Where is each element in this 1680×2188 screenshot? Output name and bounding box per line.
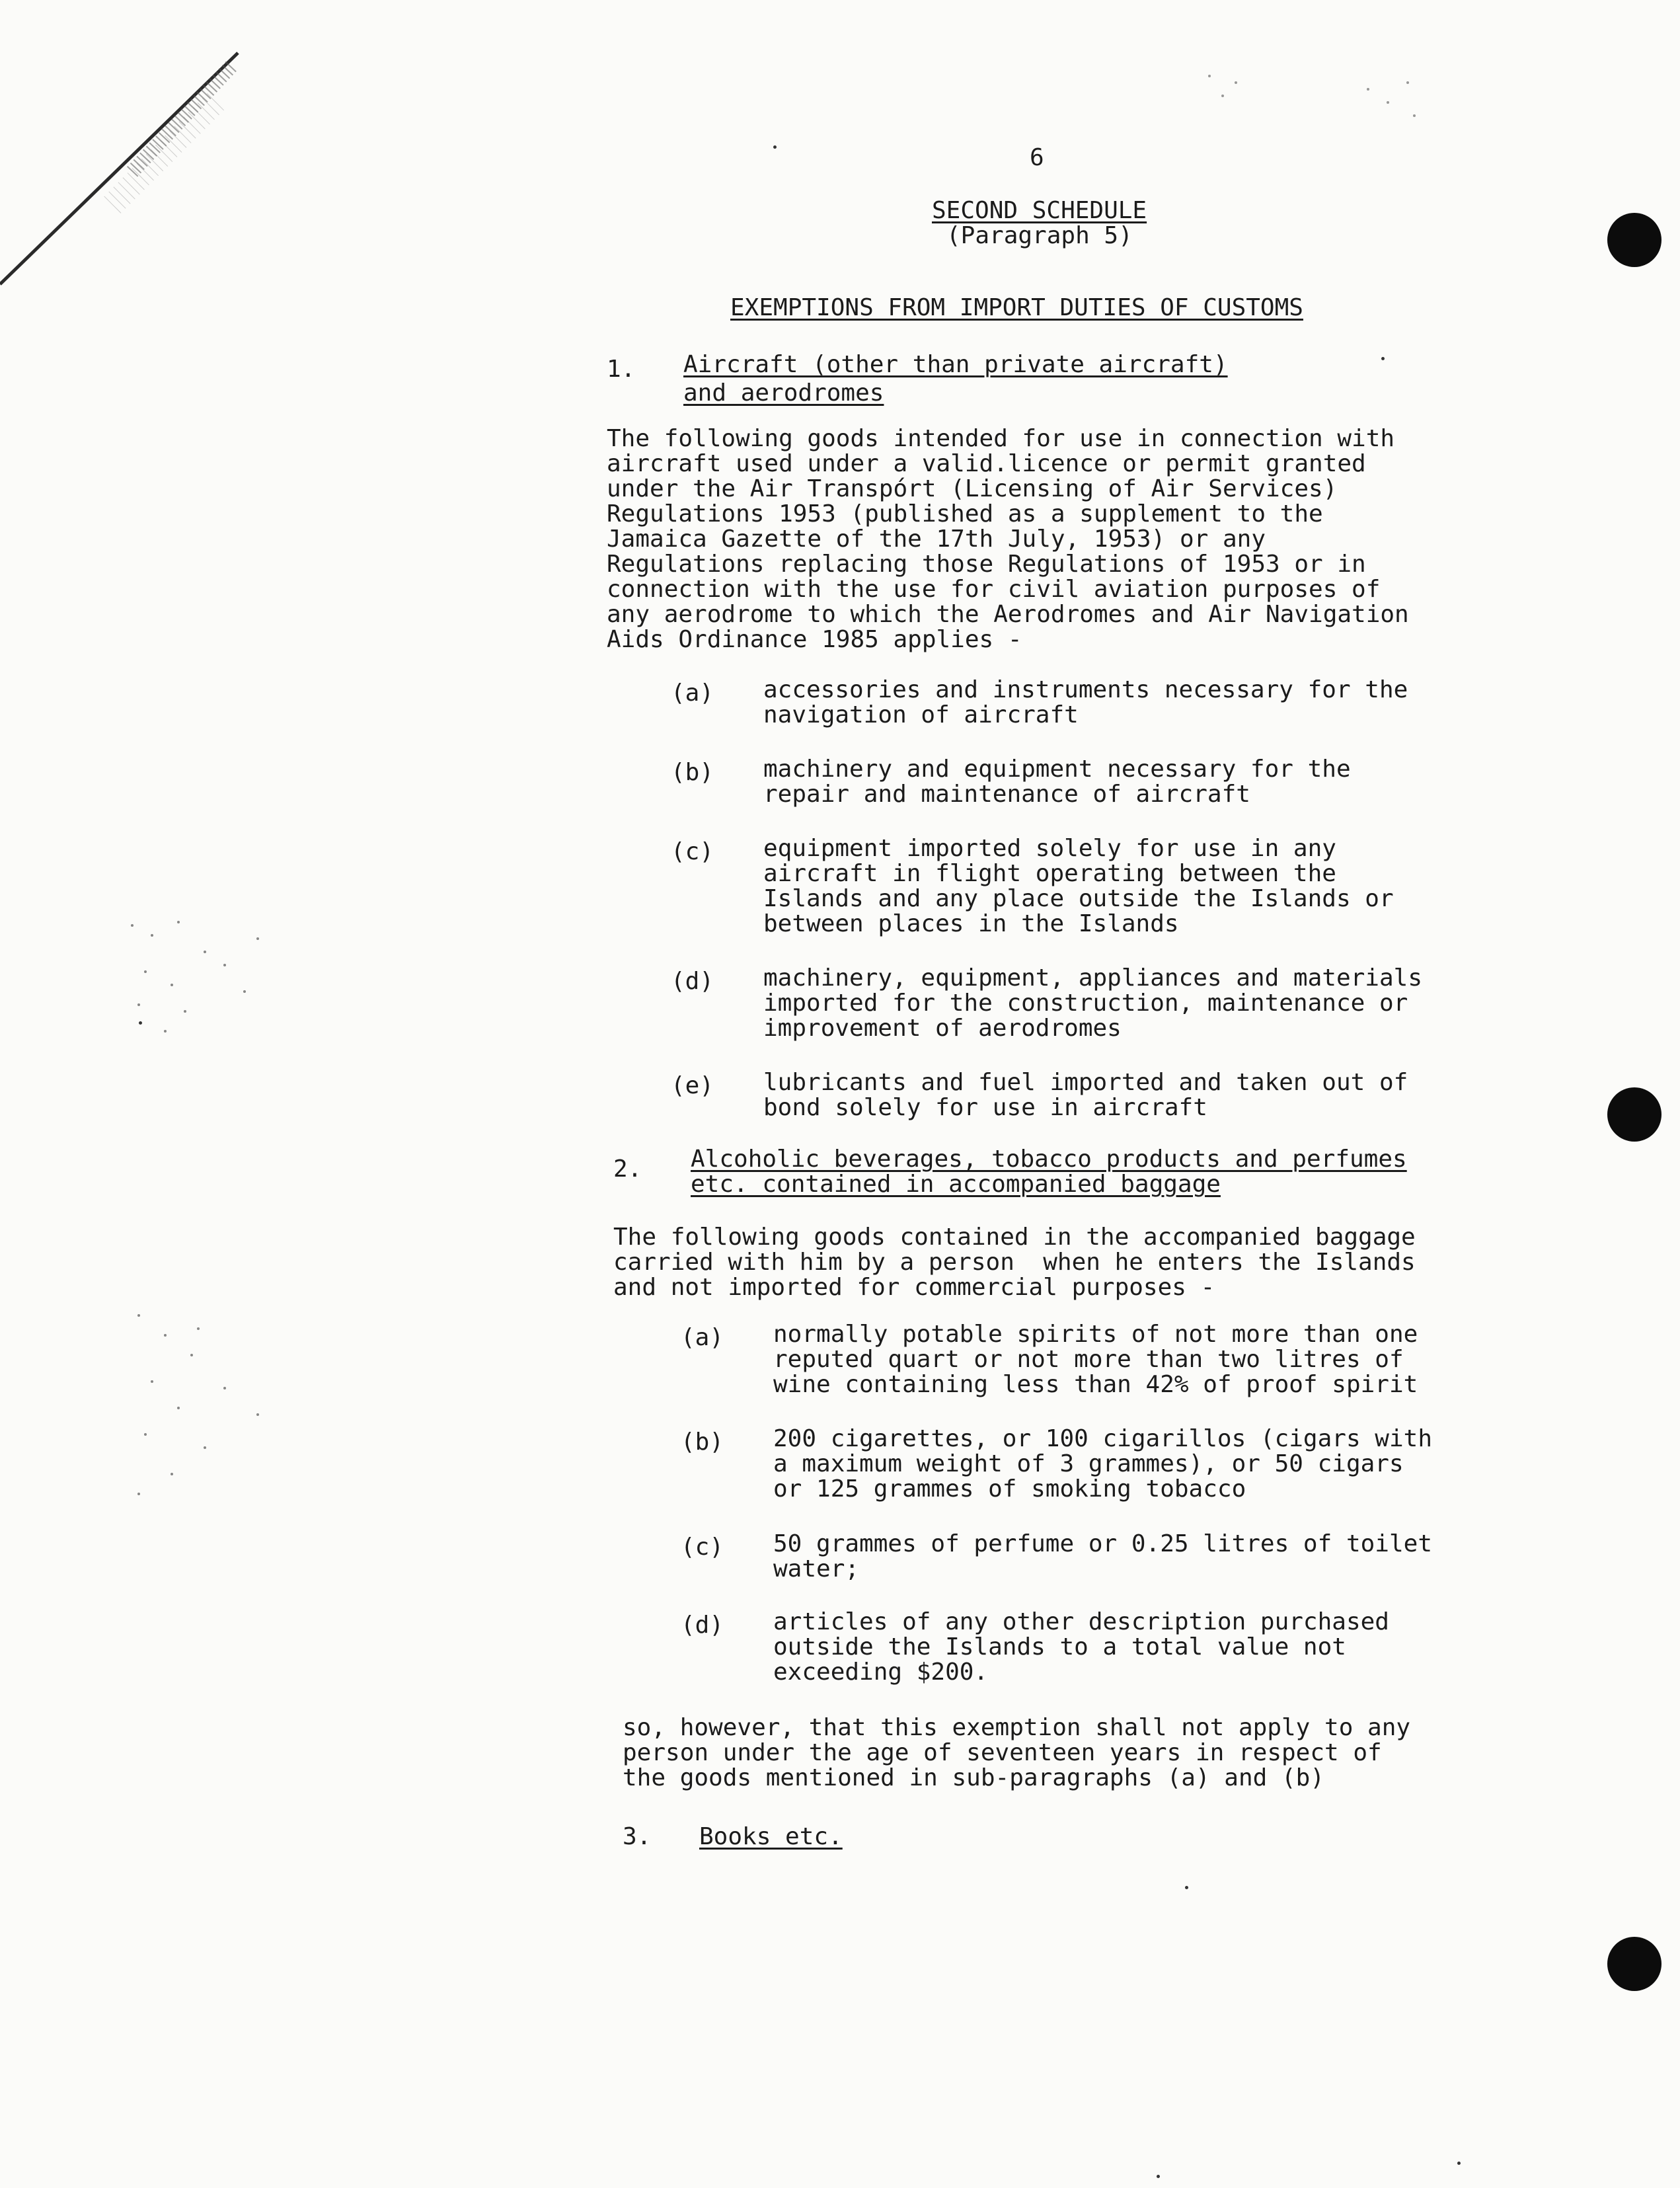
item-line: or 125 grammes of smoking tobacco bbox=[773, 1475, 1246, 1503]
paragraph-line: connection with the use for civil aviation purposes of bbox=[607, 576, 1381, 603]
scan-streak-mark bbox=[0, 40, 251, 304]
punch-hole-top bbox=[1607, 213, 1661, 267]
item-line: 200 cigarettes, or 100 cigarillos (cigars with bbox=[773, 1425, 1432, 1452]
item-line: lubricants and fuel imported and taken out of bbox=[763, 1069, 1408, 1096]
item-label: (b) bbox=[681, 1428, 724, 1456]
section-title: etc. contained in accompanied baggage bbox=[691, 1171, 1221, 1198]
scan-dot bbox=[1157, 2175, 1160, 2178]
item-line: articles of any other description purchased bbox=[773, 1608, 1389, 1635]
section-title: and aerodromes bbox=[683, 379, 884, 407]
page-number: 6 bbox=[1030, 144, 1044, 171]
item-label: (b) bbox=[671, 759, 714, 786]
item-line: improvement of aerodromes bbox=[763, 1015, 1122, 1042]
paragraph-line: Jamaica Gazette of the 17th July, 1953) or any bbox=[607, 526, 1266, 553]
item-line: Islands and any place outside the Islands or bbox=[763, 885, 1394, 912]
paragraph-line: under the Air Transpórt (Licensing of Air Services) bbox=[607, 475, 1338, 502]
item-label: (a) bbox=[681, 1324, 724, 1351]
paragraph-line: any aerodrome to which the Aerodromes and Air Navigation bbox=[607, 601, 1409, 628]
scan-dot bbox=[139, 1021, 142, 1025]
item-line: machinery, equipment, appliances and materials bbox=[763, 964, 1422, 992]
item-line: equipment imported solely for use in any bbox=[763, 835, 1336, 862]
paragraph-line: the goods mentioned in sub-paragraphs (a) and (b) bbox=[623, 1764, 1325, 1791]
item-line: machinery and equipment necessary for the bbox=[763, 756, 1351, 783]
item-line: imported for the construction, maintenance or bbox=[763, 990, 1408, 1017]
item-label: (d) bbox=[681, 1612, 724, 1639]
item-line: normally potable spirits of not more than one bbox=[773, 1321, 1418, 1348]
item-line: repair and maintenance of aircraft bbox=[763, 781, 1250, 808]
section-number: 1. bbox=[607, 356, 636, 383]
scan-speckle-left-2 bbox=[126, 1309, 297, 1507]
paragraph-line: aircraft used under a valid.licence or permit granted bbox=[607, 450, 1366, 477]
item-line: aircraft in flight operating between the bbox=[763, 860, 1336, 887]
paragraph-line: person under the age of seventeen years in respect of bbox=[623, 1739, 1382, 1766]
item-label: (c) bbox=[681, 1534, 724, 1561]
scan-speckle-right-top bbox=[1203, 63, 1428, 129]
paragraph-line: carried with him by a person when he enters the Islands bbox=[613, 1249, 1416, 1276]
item-line: reputed quart or not more than two litres of bbox=[773, 1346, 1404, 1373]
paragraph-line: The following goods intended for use in connection with bbox=[607, 425, 1395, 452]
item-line: bond solely for use in aircraft bbox=[763, 1094, 1207, 1121]
scan-dot bbox=[1185, 1886, 1188, 1889]
item-label: (c) bbox=[671, 838, 714, 865]
paragraph-line: Regulations replacing those Regulations of 1953 or in bbox=[607, 551, 1366, 578]
schedule-subtitle: (Paragraph 5) bbox=[946, 222, 1133, 249]
item-label: (e) bbox=[671, 1072, 714, 1099]
paragraph-line: and not imported for commercial purposes - bbox=[613, 1274, 1215, 1301]
item-label: (d) bbox=[671, 968, 714, 995]
paragraph-line: The following goods contained in the accompanied baggage bbox=[613, 1224, 1416, 1251]
section-title: Books etc. bbox=[699, 1823, 843, 1850]
paragraph-line: Regulations 1953 (published as a supplement to the bbox=[607, 500, 1323, 527]
scan-dot bbox=[1457, 2162, 1461, 2165]
item-line: between places in the Islands bbox=[763, 910, 1179, 937]
item-line: accessories and instruments necessary for the bbox=[763, 676, 1408, 703]
punch-hole-bottom bbox=[1607, 1937, 1661, 1991]
item-line: 50 grammes of perfume or 0.25 litres of toilet bbox=[773, 1530, 1432, 1557]
paragraph-line: so, however, that this exemption shall not apply to any bbox=[623, 1714, 1411, 1741]
item-line: a maximum weight of 3 grammes), or 50 cigars bbox=[773, 1450, 1404, 1477]
scan-dot bbox=[773, 145, 777, 149]
paragraph-line: Aids Ordinance 1985 applies - bbox=[607, 626, 1022, 653]
item-line: navigation of aircraft bbox=[763, 701, 1079, 728]
scan-speckle-left-1 bbox=[126, 912, 284, 1044]
section-number: 2. bbox=[613, 1155, 642, 1183]
item-line: outside the Islands to a total value not bbox=[773, 1633, 1346, 1661]
schedule-title: SECOND SCHEDULE bbox=[932, 197, 1147, 224]
item-line: water; bbox=[773, 1555, 860, 1582]
scan-dot bbox=[1381, 357, 1385, 360]
section-title: Aircraft (other than private aircraft) bbox=[683, 351, 1228, 378]
punch-hole-middle bbox=[1607, 1087, 1661, 1142]
item-label: (a) bbox=[671, 680, 714, 707]
section-title: Alcoholic beverages, tobacco products and perfumes bbox=[691, 1146, 1407, 1173]
item-line: wine containing less than 42% of proof spirit bbox=[773, 1371, 1418, 1398]
document-heading: EXEMPTIONS FROM IMPORT DUTIES OF CUSTOMS bbox=[730, 294, 1303, 321]
section-number: 3. bbox=[623, 1823, 652, 1850]
item-line: exceeding $200. bbox=[773, 1659, 989, 1686]
